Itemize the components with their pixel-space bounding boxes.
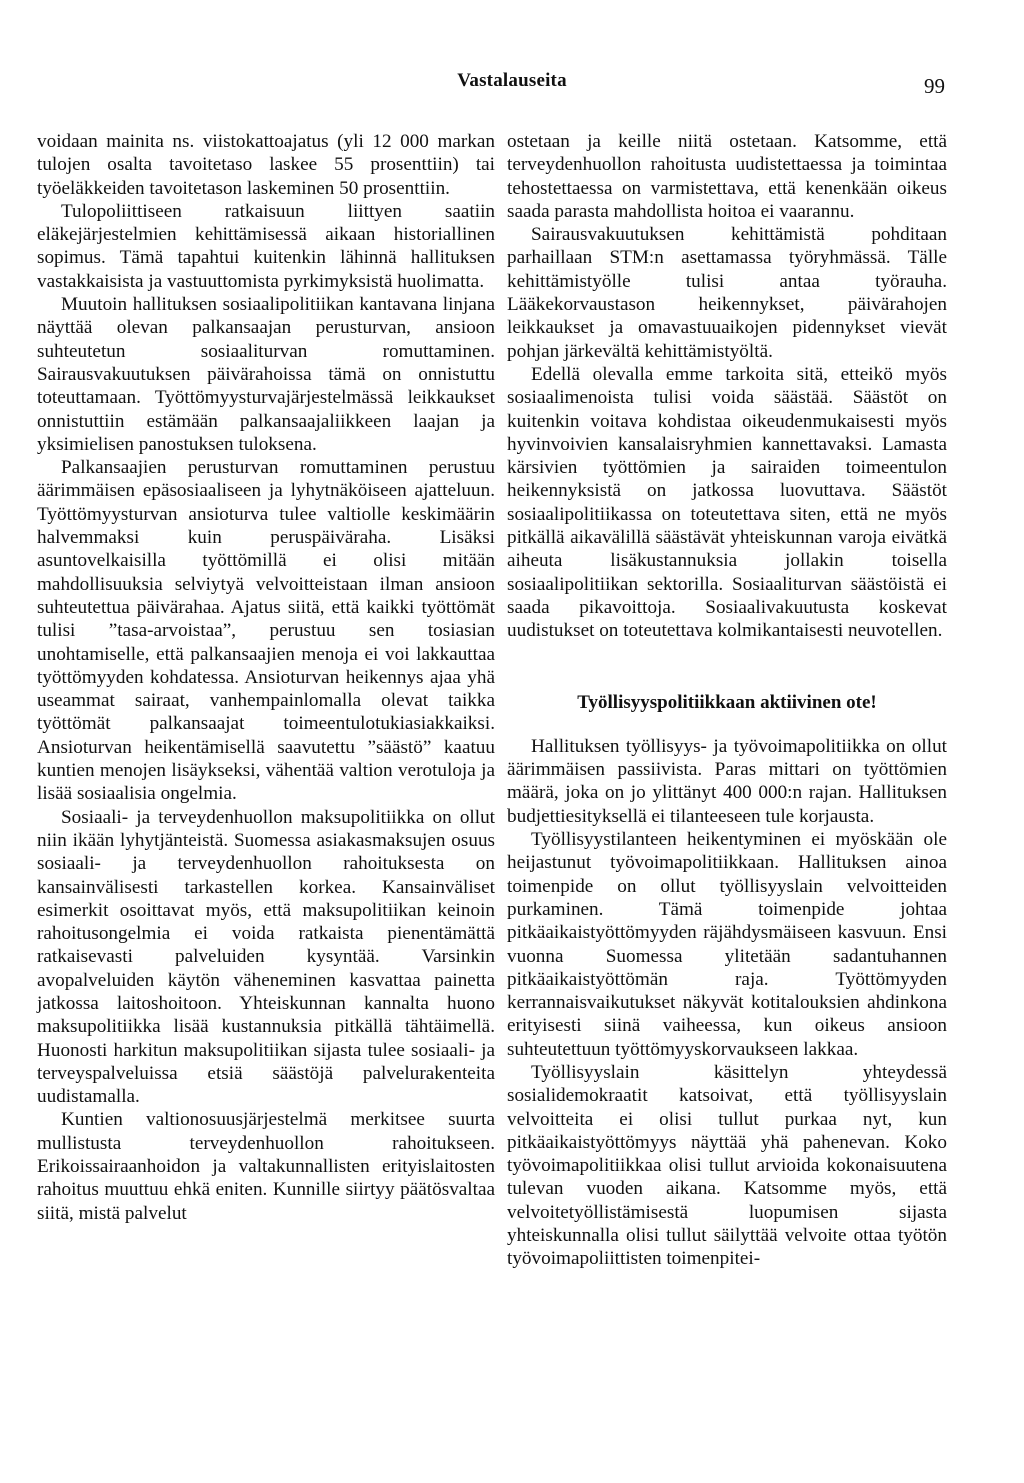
paragraph: Työllisyystilanteen heikentyminen ei myöskään ole heijastunut työvoimapolitiikkaan. Hallituksen ainoa toimenpide on ollut työllisyyslain velvoitteiden purkaminen. Tämä toimenpide johtaa pitkäaikaistyöttömyyden räjähdysmäiseen kasvuun. Ensi vuonna Suomessa ylitetään sadantuhannen pitkäaikaistyöttömän raja. Työttömyyden kerrannaisvaikutukset näkyvät kotitalouksien ahdinkona erityisesti siinä vaiheessa, kun oikeus ansioon suhteutettuun työttömyyskorvaukseen lakkaa. — [507, 829, 947, 1060]
paragraph: Sairausvakuutuksen kehittämistä pohditaan parhaillaan STM:n asettamassa työryhmässä. Tälle kehittämistyölle tulisi antaa työrauha. Lääkekorvaustason heikennykset, päivärahojen leikkaukset ja omavastuuaikojen pidennykset vievät pohjan järkevältä kehittämistyöltä. — [507, 224, 947, 362]
section-heading: Työllisyyspolitiikkaan aktiivinen ote! — [577, 691, 877, 713]
paragraph: Hallituksen työllisyys- ja työvoimapolitiikka on ollut äärimmäisen passiivista. Paras mittari on työttömien määrä, joka on jo ylittänyt 400 000:n rajan. Hallituksen budjettiesityksellä ei tilanteeseen tule korjausta. — [507, 735, 947, 827]
running-title: Vastalauseita — [457, 70, 567, 91]
left-column — [37, 130, 495, 1225]
paragraph: Kuntien valtionosuusjärjestelmä merkitsee suurta mullistusta terveydenhuollon rahoitukseen. Erikoissairaanhoidon ja valtakunnallisten erityislaitosten rahoitus muuttuu ehkä eniten. Kunnille siirtyy päätösvaltaa siitä, mistä palvelut — [37, 1109, 495, 1224]
right-column — [507, 130, 947, 1271]
page-header — [0, 70, 1024, 100]
paragraph: ostetaan ja keille niitä ostetaan. Katsomme, että terveydenhuollon rahoitusta uudistettaessa ja toimintaa tehostettaessa on varmistettava, että kenenkään oikeus saada parasta mahdollista hoitoa ei vaarannu. — [507, 131, 947, 222]
paragraph: voidaan mainita ns. viistokattoajatus (yli 12 000 markan tulojen osalta tavoitetaso laskee 55 prosenttiin) tai työeläkkeiden tavoitetason laskeminen 50 prosenttiin. — [37, 131, 495, 199]
paragraph: Palkansaajien perusturvan romuttaminen perustuu äärimmäisen epäsosiaaliseen ja lyhytnäköiseen ajatteluun. Työttömyysturvan ansioturva tulee valtiolle keskimäärin halvemmaksi kuin peruspäiväraha. Lisäksi asuntovelkaisilla työttömillä ei olisi mitään mahdollisuuksia selviytyä velvoitteistaan ilman ansioon suhteutettua päivärahaa. Ajatus siitä, että kaikki työttömät tulisi ”tasa-arvoistaa”, perustuu sen tosiasian unohtamiselle, että palkansaajien menoja ei voi lakkauttaa työttömyyden kohdatessa. Ansioturvan heikennys ajaa yhä useammat sairaat, vanhempainlomalla olevat taikka työttömät palkansaajat toimeentulotukiasiakkaiksi. Ansioturvan heikentämisellä saavutettu ”säästö” kaatuu kuntien menojen lisäykseksi, vähentää valtion verotuloja ja lisää sosiaalisia ongelmia. — [37, 457, 495, 805]
paragraph: Muutoin hallituksen sosiaalipolitiikan kantavana linjana näyttää olevan palkansaajan perusturvan, ansioon suhteutetun sosiaaliturvan romuttaminen. Sairausvakuutuksen päivärahoissa tämä on onnistuttu toteuttamaan. Työttömyysturvajärjestelmässä leikkaukset onnistuttiin estämään palkansaajaliikkeen laajan ja yksimielisen panostuksen tuloksena. — [37, 294, 495, 455]
paragraph: Edellä olevalla emme tarkoita sitä, etteikö myös sosiaalimenoista tulisi voida säästää. Säästöt on kuitenkin voitava kohdistaa oikeudenmukaisesti myös hyvinvoivien kansalaisryhmien kannettavaksi. Lamasta kärsivien työttömien ja sairaiden toimeentulon heikennyksistä on jatkossa luovuttava. Säästöt sosiaalipolitiikassa on toteutettava siten, että ne myös pitkällä aikavälillä säästävät yhteiskunnan varoja eivätkä aiheuta lisäkustannuksia jollakin toisella sosiaalipolitiikan sektorilla. Sosiaaliturvan säästöistä ei saada pikavoittoja. Sosiaalivakuutusta koskevat uudistukset on toteutettava kolmikantaisesti neuvotellen. — [507, 363, 947, 642]
paragraph: Työllisyyslain käsittelyn yhteydessä sosialidemokraatit katsoivat, että työllisyyslain velvoitteita ei olisi tullut purkaa nyt, kun pitkäaikaistyöttömyys näyttää yhä pahenevan. Koko työvoimapolitiikkaa olisi tullut arvioida kokonaisuutena tulevan vuoden aikana. Katsomme myös, että velvoitetyöllistämisestä luopumisen sijasta yhteiskunnalla olisi tullut säilyttää velvoite ottaa työtön työvoimapoliittisten toimenpitei- — [507, 1061, 947, 1270]
paragraph: Sosiaali- ja terveydenhuollon maksupolitiikka on ollut niin ikään lyhytjänteistä. Suomessa asiakasmaksujen osuus sosiaali- ja terveydenhuollon rahoituksesta on kansainvälisesti tarkastellen korkea. Kansainväliset esimerkit osoittavat myös, että maksupolitiikan keinoin rahoitusongelmia ei voida ratkaista pienentämättä ratkaisevasti palveluiden kysyntää. Varsinkin avopalveluiden käytön väheneminen kasvattaa painetta jatkossa laitoshoitoon. Yhteiskunnan kannalta huono maksupolitiikka lisää kustannuksia pitkällä tähtäimellä. Huonosti harkitun maksupolitiikan sijasta tulee sosiaali- ja terveyspalveluissa etsiä säästöjä palvelurakenteita uudistamalla. — [37, 806, 495, 1108]
page-number: 99 — [924, 74, 945, 98]
paragraph: Tulopoliittiseen ratkaisuun liittyen saatiin eläkejärjestelmien kehittämisessä aikaan historiallinen sopimus. Tämä tapahtui kuitenkin lähinnä hallituksen vastakkaisista ja vastuuttomista pyrkimyksistä huolimatta. — [37, 200, 495, 292]
